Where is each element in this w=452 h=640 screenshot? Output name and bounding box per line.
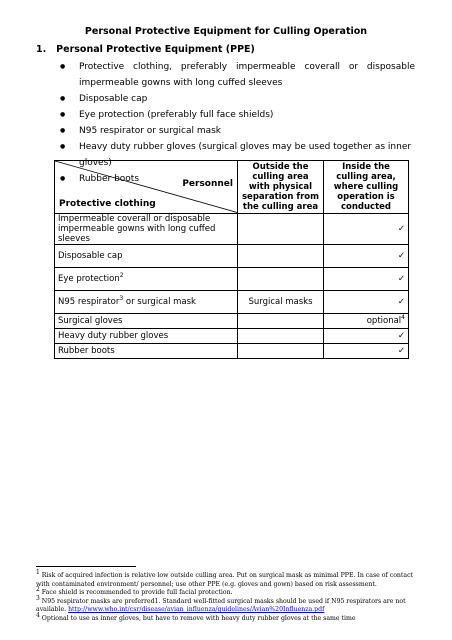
footnote-number: 1 [36, 568, 40, 576]
section-heading-text: Personal Protective Equipment (PPE) [56, 44, 255, 55]
table-header-row [55, 161, 409, 214]
header-protective-clothing: Protective clothing [59, 199, 156, 209]
row-outside [238, 268, 324, 291]
diagonal-header-cell [55, 161, 238, 214]
row-inside [324, 314, 409, 329]
footnote-text: Face shield is recommended to provide full facial protection. [41, 589, 233, 597]
table-row [55, 344, 409, 359]
footnote-number: 4 [36, 611, 40, 619]
footnote-ref: 3 [119, 295, 124, 303]
footnote-ref: 2 [119, 272, 124, 280]
table-row [55, 268, 409, 291]
row-outside [238, 329, 324, 344]
header-inside-culling: Inside the culling area, where culling operation is conducted [324, 161, 409, 214]
row-outside [238, 344, 324, 359]
section-number: 1. [36, 44, 47, 55]
footnote-number: 2 [36, 586, 40, 594]
check-icon: ✓ [324, 245, 409, 268]
table-row [55, 329, 409, 344]
table-row [55, 214, 409, 245]
ppe-table [54, 160, 409, 359]
row-item: Surgical gloves [55, 314, 238, 329]
row-item-text: N95 respirator [58, 297, 120, 307]
table-row [55, 245, 409, 268]
section-heading [36, 44, 255, 55]
footnote-text: Optional to use as inner gloves, but have to remove with heavy duty rubber gloves at the same time [41, 614, 356, 622]
bullet-item: ● Heavy duty rubber gloves (surgical gloves may be used together as inner gloves) [60, 139, 415, 171]
bullet-item: ● Rubber boots [60, 171, 415, 187]
row-outside [238, 314, 324, 329]
bullet-item: ● N95 respirator or surgical mask [60, 123, 415, 139]
footnotes [36, 568, 416, 624]
header-personnel: Personnel [182, 179, 233, 189]
page-title: Personal Protective Equipment for Culling Operation [84, 26, 368, 37]
table-row [55, 291, 409, 314]
table-row [55, 314, 409, 329]
header-outside-culling: Outside the culling area with physical separation from the culling area [238, 161, 324, 214]
row-outside: Surgical masks [238, 291, 324, 314]
check-icon: ✓ [324, 344, 409, 359]
footnote-number: 3 [36, 594, 40, 602]
bullet-item: ● Protective clothing, preferably impermeable coverall or disposable impermeable gowns with long cuffed sleeves [60, 59, 415, 91]
bullet-item: ● Eye protection (preferably full face shields) [60, 107, 415, 123]
optional-label: optional [366, 316, 402, 326]
footnote-text: Risk of acquired infection is relative low outside culling area. Put on surgical mask as minimal PPE. In case of contact with contaminated environment/ personnel; use other PPE (e.g. gloves and gown) based on risk assessment. [36, 572, 414, 588]
footnote [36, 586, 416, 598]
footnote-ref: 4 [401, 314, 405, 322]
row-item [55, 268, 238, 291]
who-guidelines-link[interactable]: http://www.who.int/csr/disease/avian_influenza/guidelines/Avian%20Influenza.pdf [68, 606, 325, 614]
row-item-text: Eye protection [58, 274, 120, 284]
row-item: Impermeable coverall or disposable impermeable gowns with long cuffed sleeves [55, 214, 238, 245]
row-item [55, 291, 238, 314]
check-icon: ✓ [324, 329, 409, 344]
check-icon: ✓ [324, 268, 409, 291]
check-icon: ✓ [324, 214, 409, 245]
row-item-suffix: or surgical mask [123, 297, 196, 307]
row-item: Heavy duty rubber gloves [55, 329, 238, 344]
footnote [36, 594, 416, 615]
footnote-divider [36, 566, 136, 567]
check-icon: ✓ [324, 291, 409, 314]
row-outside [238, 214, 324, 245]
row-item: Rubber boots [55, 344, 238, 359]
bullet-item: ● Disposable cap [60, 91, 415, 107]
footnote [36, 611, 416, 624]
footnote-text: N95 respirator masks are preferred1. Standard well-fitted surgical masks should be used if N95 respirators are not available. [36, 597, 406, 614]
row-outside [238, 245, 324, 268]
row-item: Disposable cap [55, 245, 238, 268]
footnote [36, 568, 416, 589]
